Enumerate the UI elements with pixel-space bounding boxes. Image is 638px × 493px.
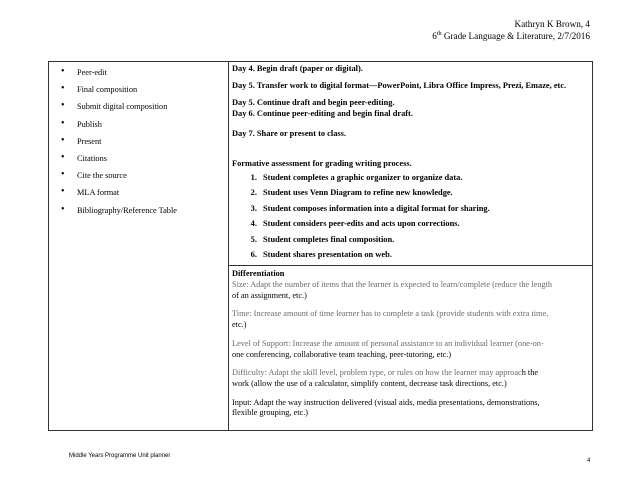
list-item: • Bibliography/Reference Table (59, 206, 228, 223)
skills-list (49, 62, 228, 223)
course-title: Grade Language & Literature, 2/7/2016 (441, 31, 590, 41)
strategy-text-end: h the (521, 368, 539, 378)
list-item: • Submit digital composition (59, 102, 228, 119)
strategy-text: Input: Adapt the way instruction delivered (visual aids, media presentations, demonstrations, (232, 397, 540, 407)
list-item: 3. Student composes information into a digital format for sharing. (259, 204, 592, 219)
page-header (432, 18, 590, 42)
skills-list-cell (49, 62, 229, 431)
strategy-text: work (allow the use of a calculator, simplify content, decrease task directions, etc.) (232, 378, 507, 388)
strategy-text: one conferencing, collaborative team teaching, peer-tutoring, etc.) (232, 349, 452, 359)
formative-list (229, 173, 592, 265)
strategy-text-gray: Time: Increase amount of time learner has to complete a task (provide students with extra time, (232, 309, 549, 319)
list-item: 6. Student shares presentation on web. (259, 250, 592, 265)
strategy-text: of an assignment, etc.) (232, 290, 307, 300)
strategy-text-gray: Difficulty: Adapt the skill level, problem type, or rules on how the learner may approac (232, 368, 522, 378)
unit-planner-table (48, 61, 593, 431)
support-strategy (232, 339, 589, 360)
list-item: • Present (59, 137, 228, 154)
list-item: 2. Student uses Venn Diagram to refine new knowledge. (259, 188, 592, 203)
list-item: 1. Student completes a graphic organizer to organize data. (259, 173, 592, 188)
day-entry: Day 6. Continue peer-editing and begin final draft. (232, 109, 413, 118)
page-number: 4 (587, 458, 591, 464)
strategy-text: flexible grouping, etc.) (232, 408, 309, 418)
time-strategy (232, 309, 589, 330)
differentiation-cell (229, 266, 593, 431)
planner-row-1 (49, 62, 593, 266)
day-entry: Day 5. Continue draft and begin peer-editing. (232, 98, 395, 107)
grade-suffix: th (436, 30, 442, 37)
differentiation-block (229, 266, 592, 419)
activities-cell (229, 62, 593, 266)
day-entry: Day 5. Transfer work to digital format—PowerPoint, Libra Office Impress, Prezi, Emaze, etc. (232, 81, 567, 90)
list-item: • MLA format (59, 188, 228, 205)
formative-title: Formative assessment for grading writing process. (232, 159, 412, 168)
differentiation-title: Differentiation (232, 269, 285, 279)
strategy-text-gray: Size: Adapt the number of items that the learner is expected to learn/complete (reduce the length (232, 279, 553, 289)
day-entry: Day 7. Share or present to class. (232, 129, 346, 138)
list-item: 4. Student considers peer-edits and acts upon corrections. (259, 219, 592, 234)
strategy-text: etc.) (232, 320, 247, 330)
footer-label: Middle Years Programme Unit planner (69, 453, 171, 459)
strategy-text-gray: Level of Support: Increase the amount of personal assistance to an individual learner (one-on- (232, 338, 544, 348)
list-item: • Citations (59, 154, 228, 171)
list-item: • Cite the source (59, 171, 228, 188)
difficulty-strategy (232, 368, 589, 389)
list-item: • Publish (59, 120, 228, 137)
course-line (432, 30, 590, 42)
list-item: • Peer-edit (59, 68, 228, 85)
input-strategy (232, 398, 589, 419)
grade-number: 6 (432, 31, 437, 41)
author-line: Kathryn K Brown, 4 (514, 19, 590, 29)
list-item: 5. Student completes final composition. (259, 235, 592, 250)
list-item: • Final composition (59, 85, 228, 102)
day-entry: Day 4. Begin draft (paper or digital). (232, 64, 363, 73)
size-strategy (232, 280, 589, 301)
